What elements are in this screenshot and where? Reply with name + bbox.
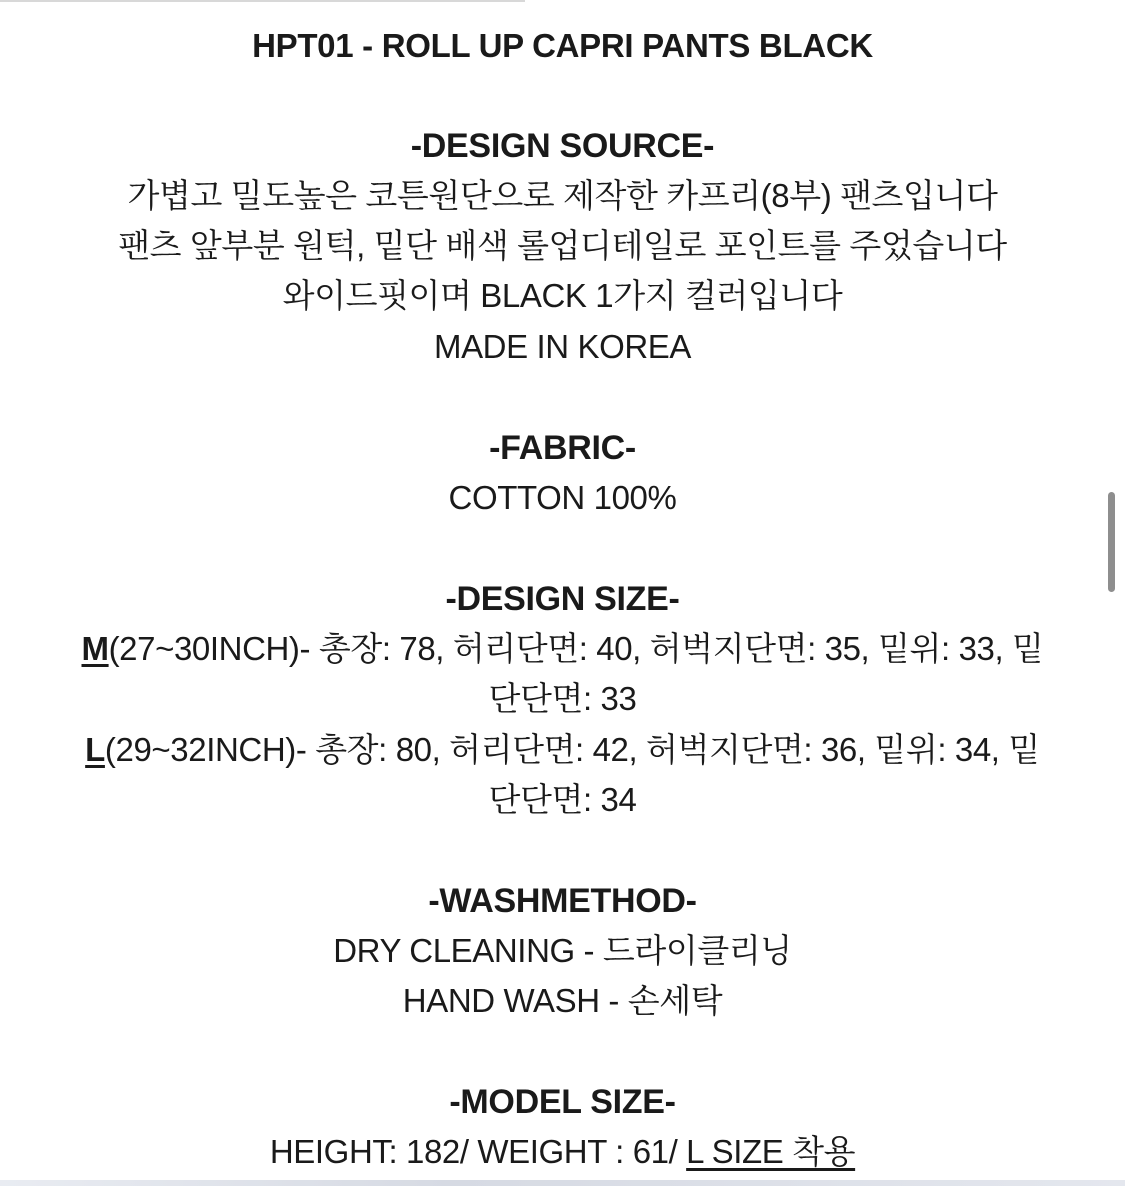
fabric-heading: -FABRIC- xyxy=(489,429,636,467)
size-label-l: L xyxy=(85,731,105,768)
bottom-edge xyxy=(0,1180,1125,1186)
wash-method-heading: -WASHMETHOD- xyxy=(428,882,697,920)
design-source-line: MADE IN KOREA xyxy=(433,328,691,365)
size-row-l-cont: 단단면: 34 xyxy=(488,781,637,818)
design-source-line: 와이드핏이며 BLACK 1가지 컬러입니다 xyxy=(282,277,843,314)
size-row-m-cont: 단단면: 33 xyxy=(488,680,637,717)
wash-method-line: DRY CLEANING - 드라이클리닝 xyxy=(333,932,792,969)
size-label-m: M xyxy=(81,630,109,667)
design-source-heading: -DESIGN SOURCE- xyxy=(410,127,715,165)
size-row-l xyxy=(20,730,1105,770)
fabric-value: COTTON 100% xyxy=(448,479,677,516)
design-source-line: 팬츠 앞부분 원턱, 밑단 배색 롤업디테일로 포인트를 주었습니다 xyxy=(118,227,1007,264)
model-size-worn: L SIZE 착용 xyxy=(686,1133,856,1170)
model-size-heading: -MODEL SIZE- xyxy=(449,1083,676,1121)
model-measurements: HEIGHT: 182/ WEIGHT : 61/ xyxy=(269,1133,687,1170)
design-source-line: 가볍고 밀도높은 코튼원단으로 제작한 카프리(8부) 팬츠입니다 xyxy=(127,177,998,214)
top-divider xyxy=(0,0,525,2)
wash-method-line: HAND WASH - 손세탁 xyxy=(402,982,723,1019)
design-size-heading: -DESIGN SIZE- xyxy=(445,580,680,618)
size-measurements: (29~32INCH)- 총장: 80, 허리단면: 42, 허벅지단면: 36, 밑위: 34, 밑 xyxy=(104,731,1040,768)
model-size-line xyxy=(20,1132,1105,1172)
size-measurements: (27~30INCH)- 총장: 78, 허리단면: 40, 허벅지단면: 35, 밑위: 33, 밑 xyxy=(108,630,1044,667)
size-row-m xyxy=(20,629,1105,669)
product-title: HPT01 - ROLL UP CAPRI PANTS BLACK xyxy=(252,27,873,64)
scrollbar-thumb[interactable] xyxy=(1108,492,1115,592)
